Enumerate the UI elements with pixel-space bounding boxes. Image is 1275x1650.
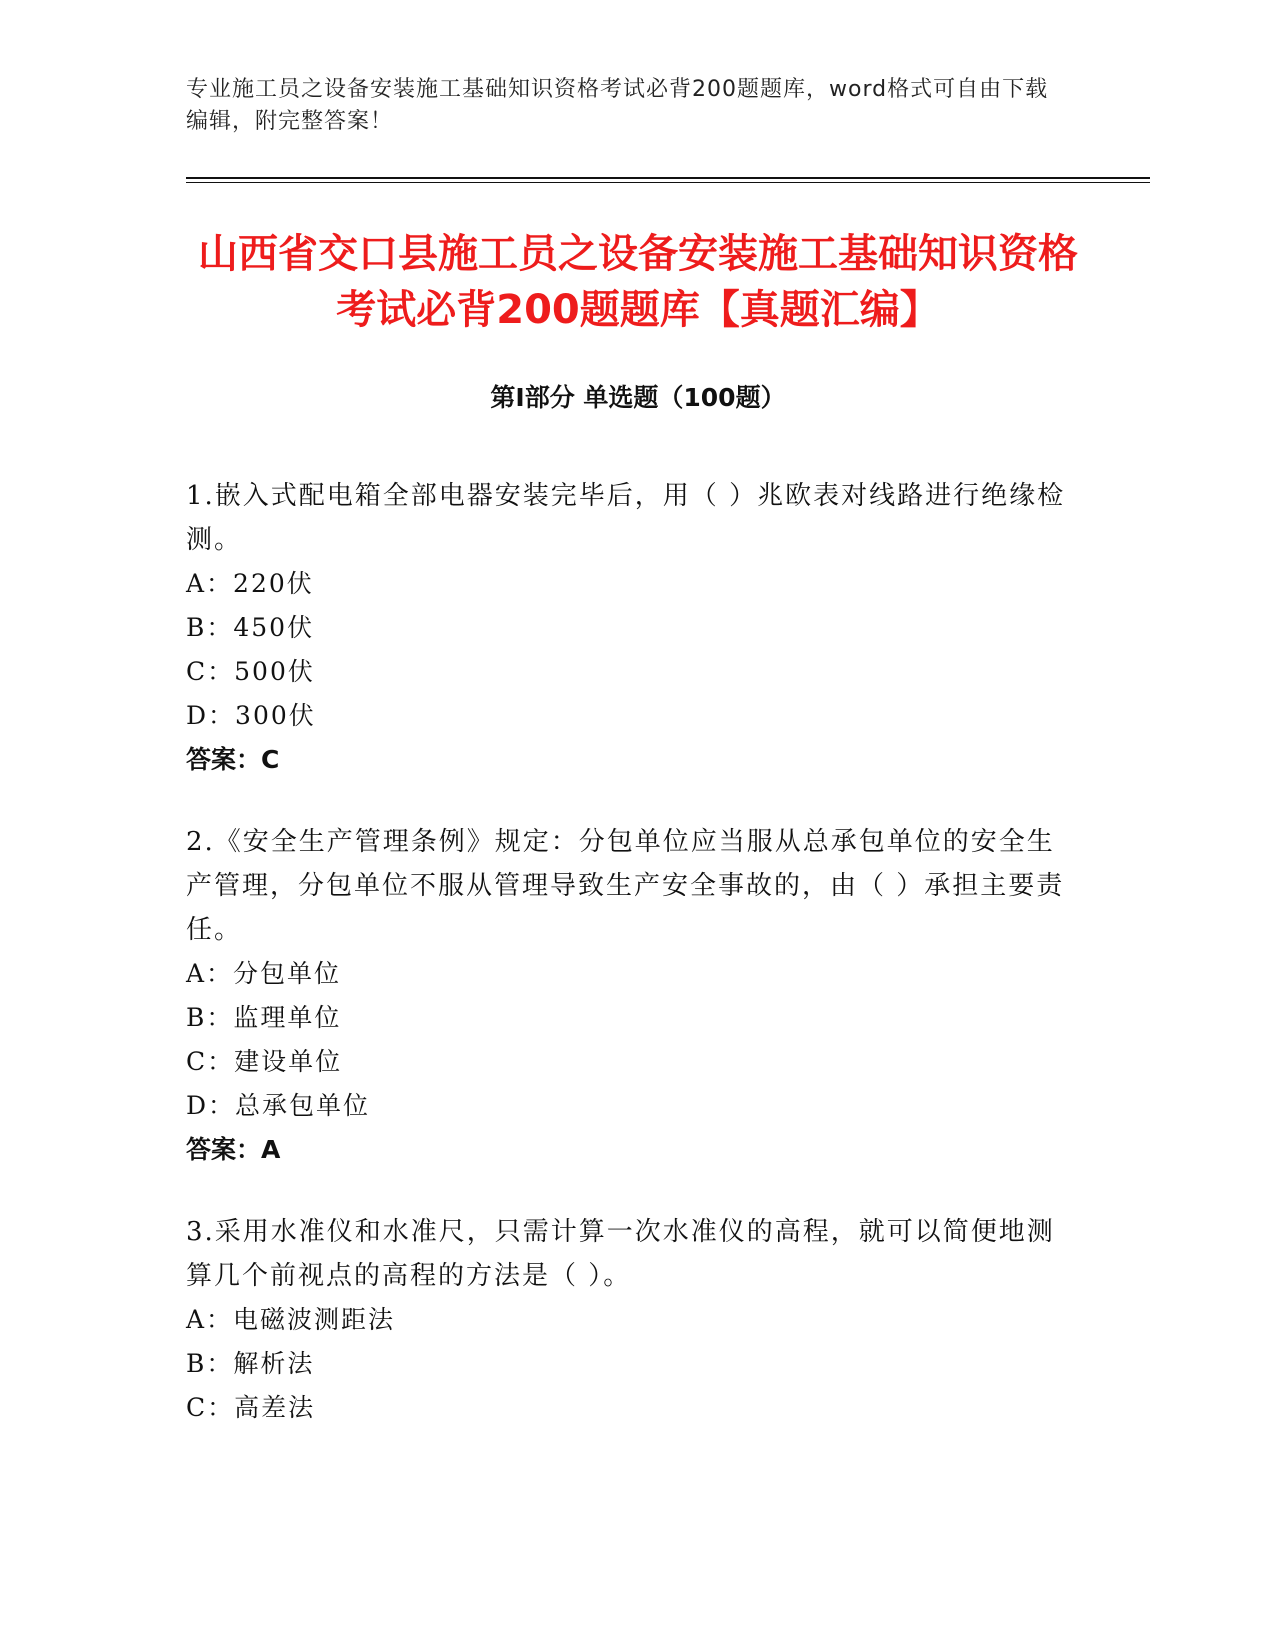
document-title: 山西省交口县施工员之设备安装施工基础知识资格考试必背200题题库【真题汇编】 [198, 231, 1078, 333]
header-rule-thin [186, 182, 1150, 183]
option-b: B：450伏 [186, 613, 315, 642]
question-stem: 1.嵌入式配电箱全部电器安装完毕后，用（ ）兆欧表对线路进行绝缘检测。 [186, 481, 1066, 555]
answer-line: 答案：A [186, 1135, 281, 1164]
option-c: C：高差法 [186, 1393, 316, 1422]
option-d: D：总承包单位 [186, 1091, 371, 1120]
option-c: C：建设单位 [186, 1047, 343, 1076]
header-rule-thick [186, 177, 1150, 179]
option-c: C：500伏 [186, 657, 315, 686]
option-a: A：220伏 [186, 569, 314, 598]
section-title: 第Ⅰ部分 单选题（100题） [490, 383, 786, 412]
question-list [186, 474, 1076, 1468]
option-d: D：300伏 [186, 701, 316, 730]
question-stem: 3.采用水准仪和水准尺，只需计算一次水准仪的高程，就可以简便地测算几个前视点的高程的方法是（ ）。 [186, 1217, 1055, 1291]
question-stem: 2.《安全生产管理条例》规定：分包单位应当服从总承包单位的安全生产管理，分包单位不服从管理导致生产安全事故的，由（ ）承担主要责任。 [186, 827, 1065, 945]
option-b: B：监理单位 [186, 1003, 342, 1032]
header-note: 专业施工员之设备安装施工基础知识资格考试必背200题题库，word格式可自由下载编辑，附完整答案！ [186, 77, 1049, 134]
option-a: A：电磁波测距法 [186, 1305, 396, 1334]
question-item [186, 820, 1076, 1172]
option-a: A：分包单位 [186, 959, 342, 988]
question-item [186, 474, 1076, 782]
answer-line: 答案：C [186, 745, 280, 774]
option-b: B：解析法 [186, 1349, 315, 1378]
question-item [186, 1210, 1076, 1430]
